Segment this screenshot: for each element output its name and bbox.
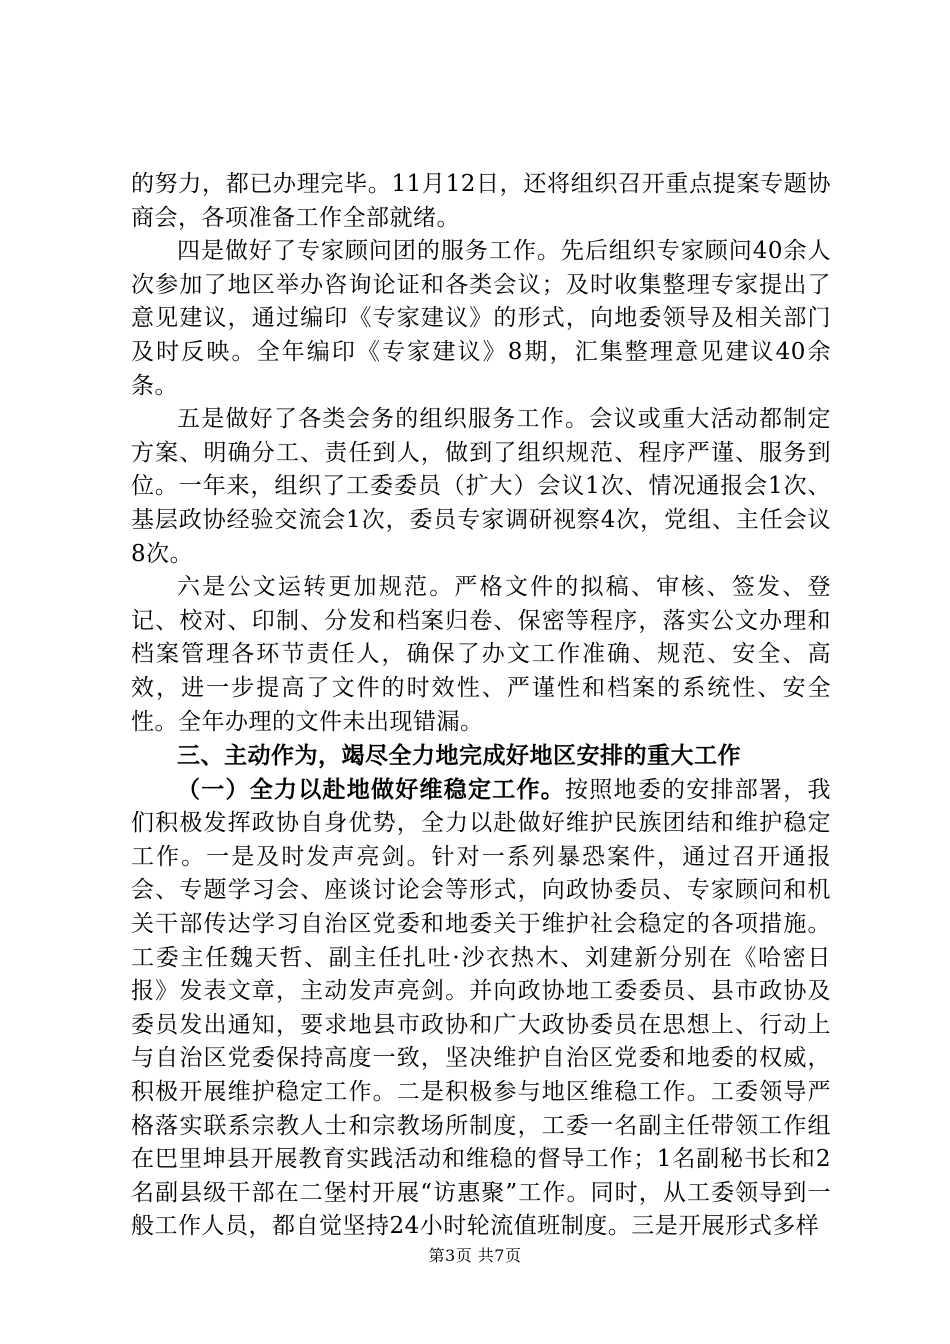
page-footer: 第3页 共7页 xyxy=(428,1246,522,1265)
paragraph-4: 六是公文运转更加规范。严格文件的拟稿、审核、签发、登记、校对、印制、分发和档案归卷、保密等程序，落实公文办理和档案管理各环节责任人，确保了办文工作准确、规范、安全、高效，进一步提高了文件的时效性、严谨性和档案的系统性、安全性。全年办理的文件未出现错漏。 xyxy=(131,574,831,735)
section-paragraph-text: 按照地委的安排部署，我们积极发挥政协自身优势，全力以赴做好维护民族团结和维护稳定工作。一是及时发声亮剑。针对一系列暴恐案件，通过召开通报会、专题学习会、座谈讨论会等形式，向政协委员、专家顾问和机关干部传达学习自治区党委和地委关于维护社会稳定的各项措施。工委主任魏天哲、副主任扎吐·沙衣热木、刘建新分别在《哈密日报》发表文章，主动发声亮剑。并向政协地工委委员、县市政协及委员发出通知，要求地县市政协和广大政协委员在思想上、行动上与自治区党委保持高度一致，坚决维护自治区党委和地委的权威，积极开展维护稳定工作。二是积极参与地区维稳工作。工委领导严格落实联系宗教人士和宗教场所制度，工委一名副主任带领工作组在巴里坤县开展教育实践活动和维稳的督导工作；1名副秘书长和2名副县级干部在二堡村开展“访惠聚”工作。同时，从工委领导到一般工作人员，都自觉坚持24小时轮流值班制度。三是开展形式多样 xyxy=(131,776,831,1240)
paragraph-1: 的努力，都已办理完毕。11月12日，还将组织召开重点提案专题协商会，各项准备工作全部就绪。 xyxy=(131,171,831,231)
paragraph-3: 五是做好了各类会务的组织服务工作。会议或重大活动都制定方案、明确分工、责任到人，做到了组织规范、程序严谨、服务到位。一年来，组织了工委委员（扩大）会议1次、情况通报会1次、基层政协经验交流会1次，委员专家调研视察4次，党组、主任会议8次。 xyxy=(131,406,831,567)
paragraph-2: 四是做好了专家顾问团的服务工作。先后组织专家顾问40余人次参加了地区举办咨询论证和各类会议；及时收集整理专家提出了意见建议，通过编印《专家建议》的形式，向地委领导及相关部门及时反映。全年编印《专家建议》8期，汇集整理意见建议40余条。 xyxy=(131,238,831,399)
document-body xyxy=(131,168,831,1244)
section-paragraph xyxy=(131,773,831,1244)
section-heading: 三、主动作为，竭尽全力地完成好地区安排的重大工作 xyxy=(177,742,741,770)
section-paragraph-lead: （一）全力以赴地做好维稳定工作。 xyxy=(177,775,565,803)
